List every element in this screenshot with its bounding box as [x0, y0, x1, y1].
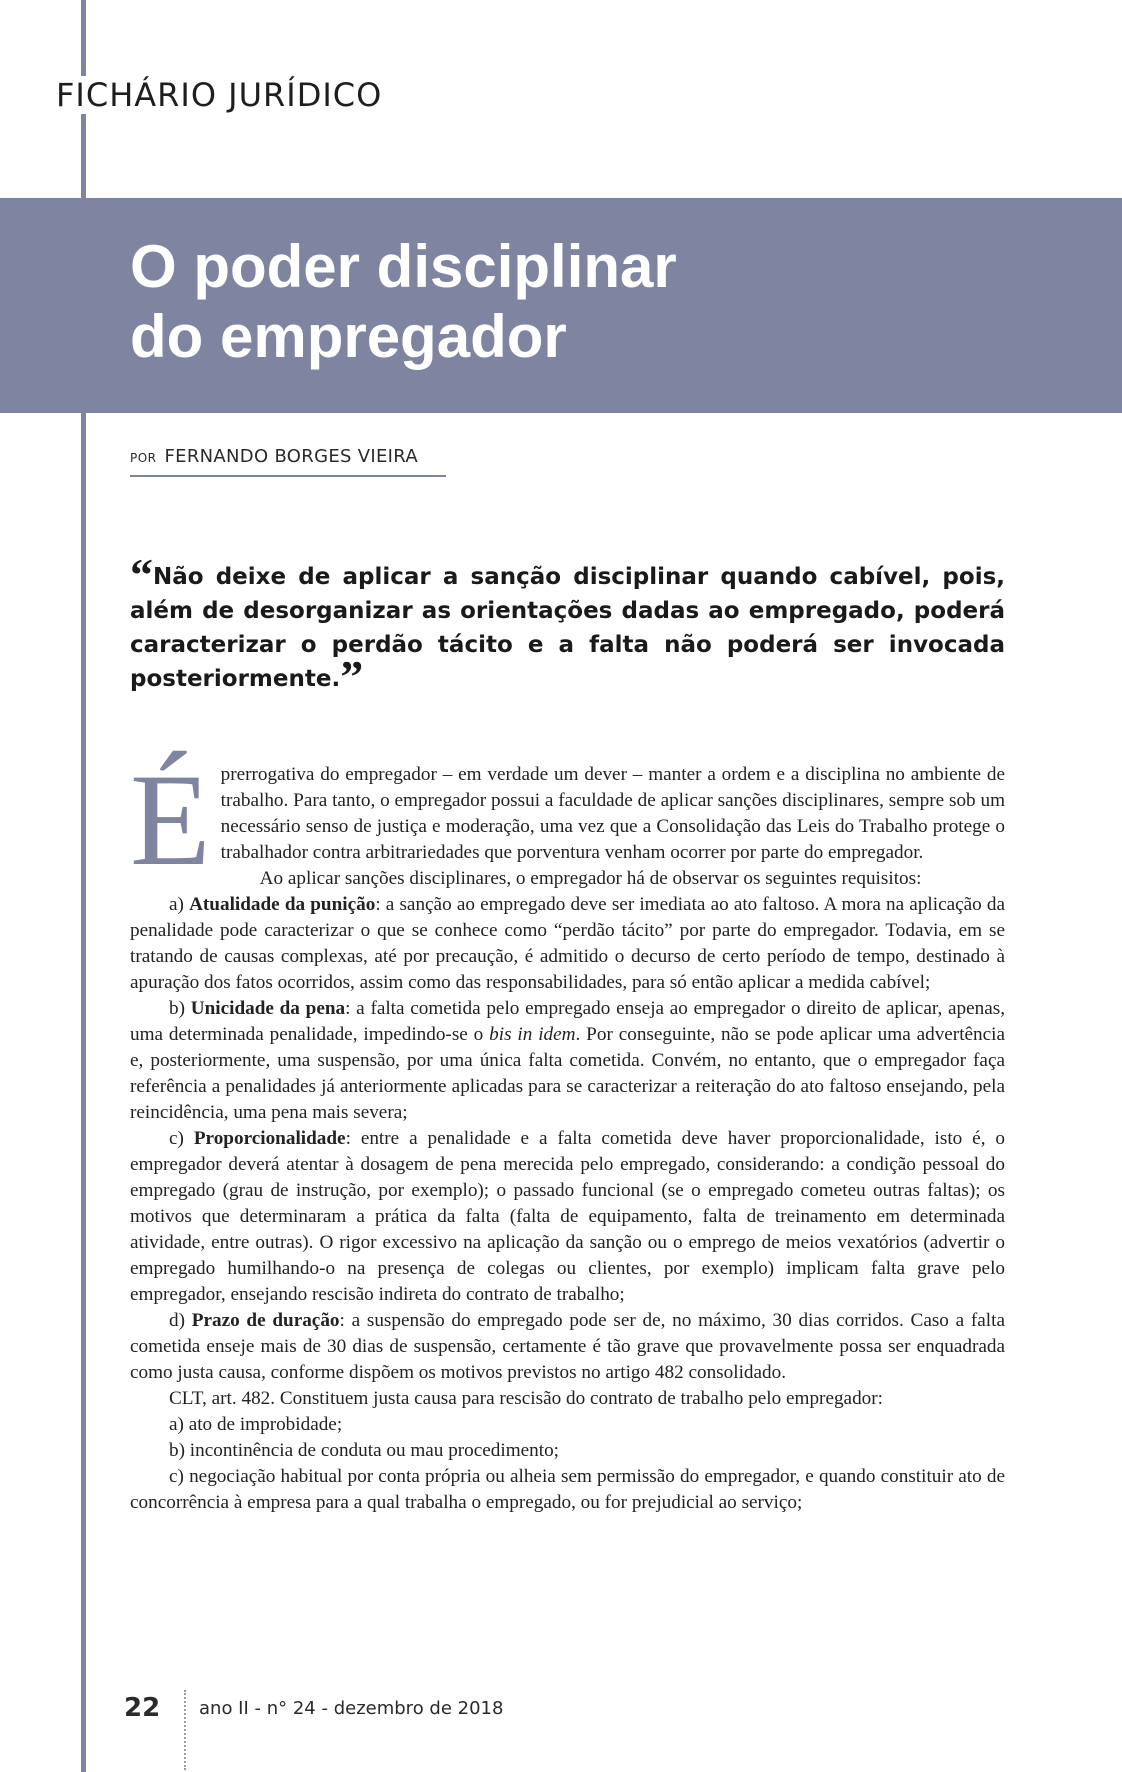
title-line-1: O poder disciplinar: [130, 233, 677, 300]
article-body: [130, 746, 1006, 1516]
issue-info: ano II - n° 24 - dezembro de 2018: [199, 1698, 504, 1719]
clt-intro: CLT, art. 482. Constituem justa causa para rescisão do contrato de trabalho pelo empregador:: [169, 1388, 883, 1409]
article-title: [130, 232, 677, 372]
clt-item-a: a) ato de improbidade;: [169, 1414, 343, 1435]
item-prefix: c): [169, 1128, 194, 1149]
section-label: FICHÁRIO JURÍDICO: [56, 76, 388, 114]
requirement-a: [130, 892, 1005, 996]
page-number: 22: [124, 1693, 161, 1723]
requirement-d-term: Prazo de duração: [191, 1310, 340, 1331]
clt-item-c: c) negociação habitual por conta própria ou alheia sem permissão do empregador, e quando constituir ato de concorrência à empresa para a qual trabalha o empregado, ou for prejudicial ao serviço;: [130, 1466, 1005, 1513]
byline: [130, 446, 446, 477]
requirement-d: [130, 1308, 1005, 1386]
item-prefix: b): [169, 998, 191, 1019]
drop-cap: É: [130, 746, 211, 893]
requirement-a-text: : a sanção ao empregado deve ser imediata ao ato faltoso. A mora na aplicação da penalidade pode caracterizar o que se conhece como “perdão tácito” por parte do empregador. Todavia, em se tratando de causas complexas, até por precaução, é admitido o decurso de certo período de tempo, destinado à apuração dos fatos ocorridos, assim como das responsabilidades, para só então aplicar a medida cabível;: [130, 894, 1006, 993]
requirement-b: [130, 996, 1005, 1126]
requirement-c: [130, 1126, 1005, 1308]
requirement-b-text-1: : a falta cometida pelo empregado enseja ao empregador o direito de aplicar, apenas, uma determinada penalidade, impedindo-se o: [130, 998, 1006, 1045]
requirement-c-term: Proporcionalidade: [193, 1128, 346, 1149]
pull-quote: [130, 549, 1005, 702]
requirement-b-italic: bis in idem: [489, 1024, 576, 1045]
requirement-b-term: Unicidade da pena: [190, 998, 346, 1019]
byline-author: FERNANDO BORGES VIEIRA: [164, 446, 418, 467]
byline-prefix: POR: [130, 451, 157, 465]
open-quote-icon: “: [130, 549, 153, 600]
clt-item-b: b) incontinência de conduta ou mau procedimento;: [169, 1440, 560, 1461]
item-prefix: d): [169, 1310, 192, 1331]
item-prefix: a): [169, 894, 190, 915]
title-line-2: do empregador: [130, 303, 567, 370]
requirement-d-text: : a suspensão do empregado pode ser de, no máximo, 30 dias corridos. Caso a falta cometida enseje mais de 30 dias de suspensão, certamente é tão grave que provavelmente possa ser enquadrada como justa causa, conforme dispõem os motivos previstos no artigo 482 consolidado.: [130, 1310, 1005, 1383]
requirements-paragraph: Ao aplicar sanções disciplinares, o empregador há de observar os seguintes requisitos:: [259, 868, 922, 889]
pull-quote-text: Não deixe de aplicar a sanção disciplinar quando cabível, pois, além de desorganizar as orientações dadas ao empregado, poderá caracterizar o perdão tácito e a falta não poderá ser invocada posteriormente.: [130, 564, 1005, 692]
requirement-b-text-2: . Por conseguinte, não se pode aplicar uma advertência e, posteriormente, uma suspensão, por uma única falta cometida. Convém, no entanto, que o empregador faça referência a penalidades já anteriormente aplicadas para se caracterizar a reiteração do ato faltoso ensejando, pela reincidência, uma pena mais severa;: [130, 1024, 1005, 1123]
intro-text: prerrogativa do empregador – em verdade um dever – manter a ordem e a disciplina no ambiente de trabalho. Para tanto, o empregador possui a faculdade de aplicar sanções disciplinares, sempre sob um necessário senso de justiça e moderação, uma vez que a Consolidação das Leis do Trabalho protege o trabalhador contra arbitrariedades que porventura venham ocorrer por parte do empregador.: [220, 764, 1005, 863]
requirement-a-term: Atualidade da punição: [189, 894, 376, 915]
close-quote-icon: ”: [340, 651, 364, 702]
footer-divider: [184, 1690, 186, 1770]
requirement-c-text: : entre a penalidade e a falta cometida deve haver proporcionalidade, isto é, o empregador deverá atentar à dosagem de pena merecida pelo empregado, considerando: a condição pessoal do empregado (grau de instrução, por exemplo); o passado funcional (se o empregado cometeu outras faltas); os motivos que determinaram a prática da falta (falta de equipamento, falta de treinamento em determinada atividade, entre outras). O rigor excessivo na aplicação da sanção ou o emprego de meios vexatórios (advertir o empregado humilhando-o na presença de colegas ou clientes, por exemplo) implicam falta grave pelo empregador, ensejando rescisão indireta do contrato de trabalho;: [130, 1128, 1005, 1305]
